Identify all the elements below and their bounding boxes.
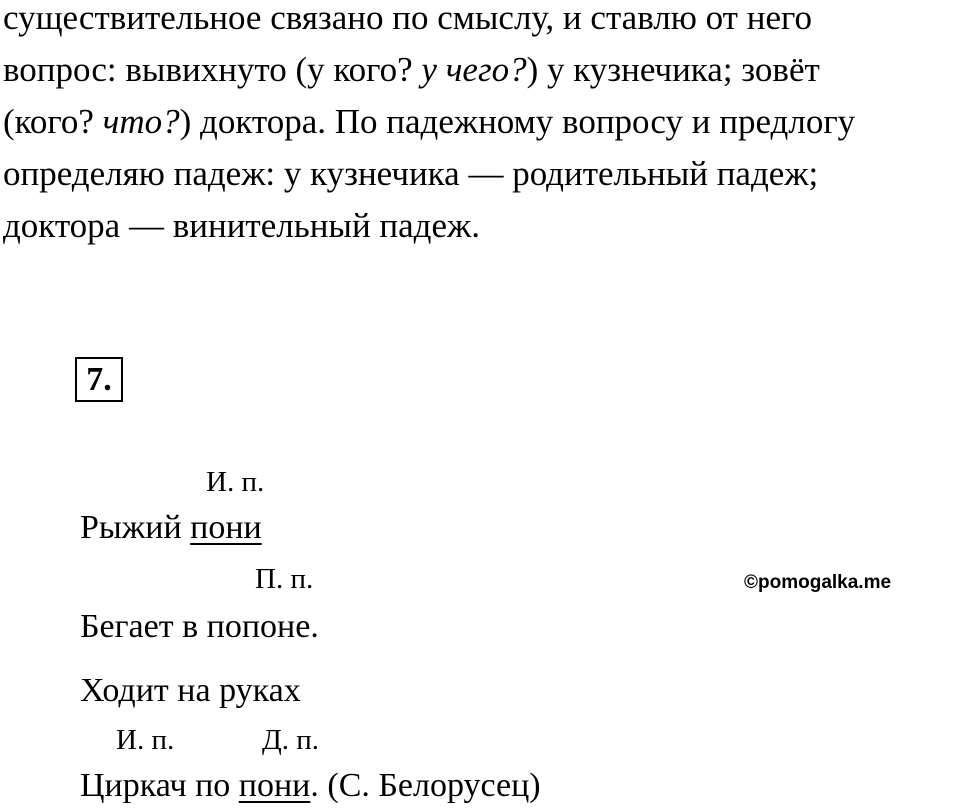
paragraph-line <box>3 148 958 200</box>
italic-question: у чего? <box>421 50 527 89</box>
italic-question: что? <box>102 102 180 141</box>
paragraph-text: определяю падеж: у кузнечика — родительный падеж; <box>3 154 819 193</box>
watermark-text: ©pomogalka.me <box>744 572 892 593</box>
poem-line: Ходит на руках <box>80 672 301 709</box>
paragraph-text: существительное связано по смыслу, и ставлю от него <box>3 0 812 37</box>
poem-line: Бегает в попоне. <box>80 608 319 645</box>
paragraph-text: (кого? <box>3 102 103 141</box>
paragraph-line <box>3 96 958 148</box>
paragraph-line <box>3 44 958 96</box>
paragraph-text: ) доктора. По падежному вопросу и предлогу <box>179 102 856 141</box>
case-label: П. п. <box>255 563 314 595</box>
paragraph-line <box>3 200 958 252</box>
poem-line <box>80 508 262 548</box>
paragraph-text: доктора — винительный падеж. <box>3 206 480 245</box>
case-label: Д. п. <box>262 724 320 756</box>
case-label: И. п. <box>206 466 265 498</box>
poem-line <box>80 766 541 806</box>
poem-text: Циркач по <box>80 767 239 804</box>
paragraph-line <box>3 0 958 44</box>
explanation-paragraph <box>3 0 958 252</box>
poem-text: Рыжий <box>80 509 191 546</box>
paragraph-text: ) у кузнечика; зовёт <box>526 50 820 89</box>
underlined-word: пони <box>190 509 262 546</box>
underlined-word: пони <box>238 767 311 804</box>
poem-text: . (С. Белорусец) <box>310 767 541 804</box>
task-number-badge: 7. <box>75 357 123 402</box>
case-label: И. п. <box>116 724 175 756</box>
paragraph-text: вопрос: вывихнуто (у кого? <box>3 50 422 89</box>
